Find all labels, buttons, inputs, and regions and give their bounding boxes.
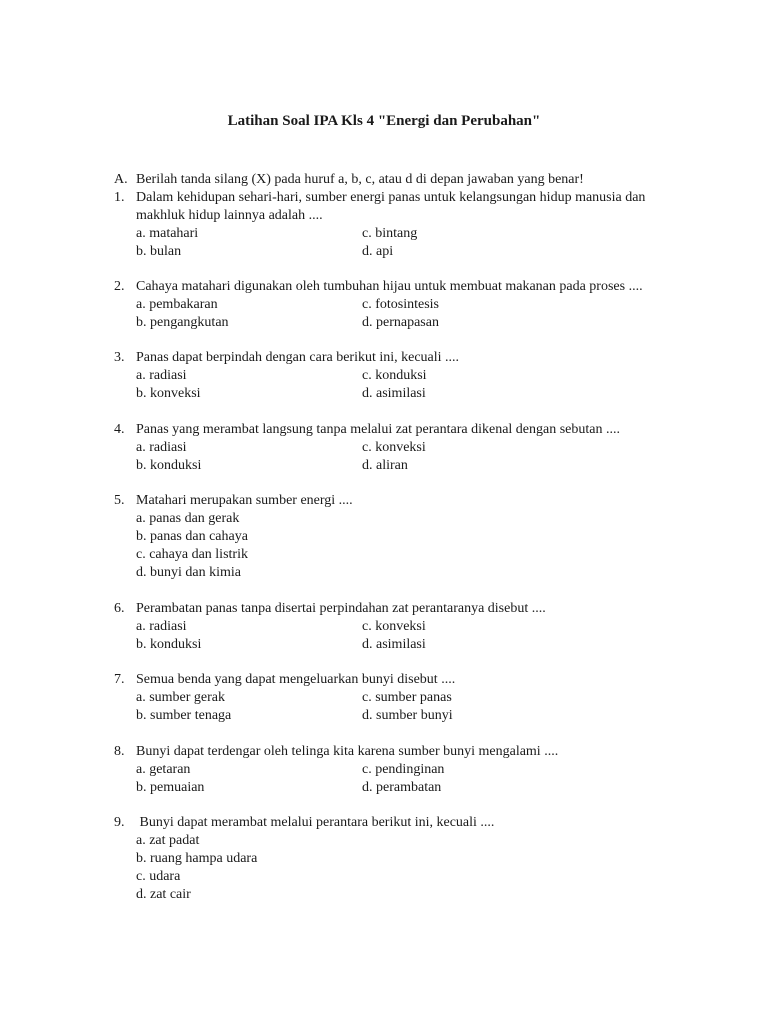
question-number: 6. <box>114 601 125 616</box>
question-text: Panas yang merambat langsung tanpa melalui zat perantara dikenal dengan sebutan .... <box>136 422 620 437</box>
option-d: d. aliran <box>362 458 408 473</box>
question-text: Perambatan panas tanpa disertai perpindahan zat perantaranya disebut .... <box>136 601 546 616</box>
option-c: c. pendinginan <box>362 762 445 777</box>
question-text: Bunyi dapat merambat melalui perantara berikut ini, kecuali .... <box>136 815 495 830</box>
option-c: c. konveksi <box>362 440 426 455</box>
option-d: d. zat cair <box>136 887 191 902</box>
question-text: Bunyi dapat terdengar oleh telinga kita karena sumber bunyi mengalami .... <box>136 744 559 759</box>
option-a: a. radiasi <box>136 368 187 383</box>
option-b: b. konveksi <box>136 386 201 401</box>
option-a: a. sumber gerak <box>136 690 226 705</box>
option-d: d. bunyi dan kimia <box>136 565 241 580</box>
section-letter: A. <box>114 172 128 187</box>
option-c: c. udara <box>136 869 181 884</box>
option-a: a. getaran <box>136 762 191 777</box>
option-b: b. pengangkutan <box>136 315 229 330</box>
question-text-continued: makhluk hidup lainnya adalah .... <box>136 208 323 223</box>
question-number: 9. <box>114 815 125 830</box>
option-a: a. pembakaran <box>136 297 218 312</box>
question-number: 8. <box>114 744 125 759</box>
option-b: b. konduksi <box>136 458 202 473</box>
option-d: d. asimilasi <box>362 637 426 652</box>
option-c: c. sumber panas <box>362 690 452 705</box>
option-a: a. radiasi <box>136 619 187 634</box>
option-b: b. bulan <box>136 244 182 259</box>
option-d: d. sumber bunyi <box>362 708 453 723</box>
option-d: d. asimilasi <box>362 386 426 401</box>
page-title: Latihan Soal IPA Kls 4 "Energi dan Perubahan" <box>227 113 541 129</box>
instruction-text: Berilah tanda silang (X) pada huruf a, b, c, atau d di depan jawaban yang benar! <box>136 172 584 187</box>
option-a: a. radiasi <box>136 440 187 455</box>
option-b: b. panas dan cahaya <box>136 529 248 544</box>
option-b: b. konduksi <box>136 637 202 652</box>
question-number: 7. <box>114 672 125 687</box>
option-b: b. sumber tenaga <box>136 708 232 723</box>
question-number: 1. <box>114 190 125 205</box>
option-d: d. pernapasan <box>362 315 439 330</box>
option-b: b. ruang hampa udara <box>136 851 258 866</box>
option-c: c. cahaya dan listrik <box>136 547 248 562</box>
question-text: Panas dapat berpindah dengan cara berikut ini, kecuali .... <box>136 350 460 365</box>
question-text: Cahaya matahari digunakan oleh tumbuhan hijau untuk membuat makanan pada proses .... <box>136 279 643 294</box>
option-b: b. pemuaian <box>136 780 205 795</box>
option-a: a. matahari <box>136 226 199 241</box>
question-text: Semua benda yang dapat mengeluarkan bunyi disebut .... <box>136 672 456 687</box>
question-number: 5. <box>114 493 125 508</box>
option-c: c. fotosintesis <box>362 297 439 312</box>
question-text: Matahari merupakan sumber energi .... <box>136 493 353 508</box>
option-d: d. api <box>362 244 394 259</box>
question-number: 2. <box>114 279 125 294</box>
question-text: Dalam kehidupan sehari-hari, sumber energi panas untuk kelangsungan hidup manusia dan <box>136 190 646 205</box>
option-a: a. panas dan gerak <box>136 511 240 526</box>
option-c: c. konveksi <box>362 619 426 634</box>
option-c: c. konduksi <box>362 368 427 383</box>
question-number: 4. <box>114 422 125 437</box>
option-a: a. zat padat <box>136 833 200 848</box>
option-d: d. perambatan <box>362 780 442 795</box>
option-c: c. bintang <box>362 226 418 241</box>
question-number: 3. <box>114 350 125 365</box>
